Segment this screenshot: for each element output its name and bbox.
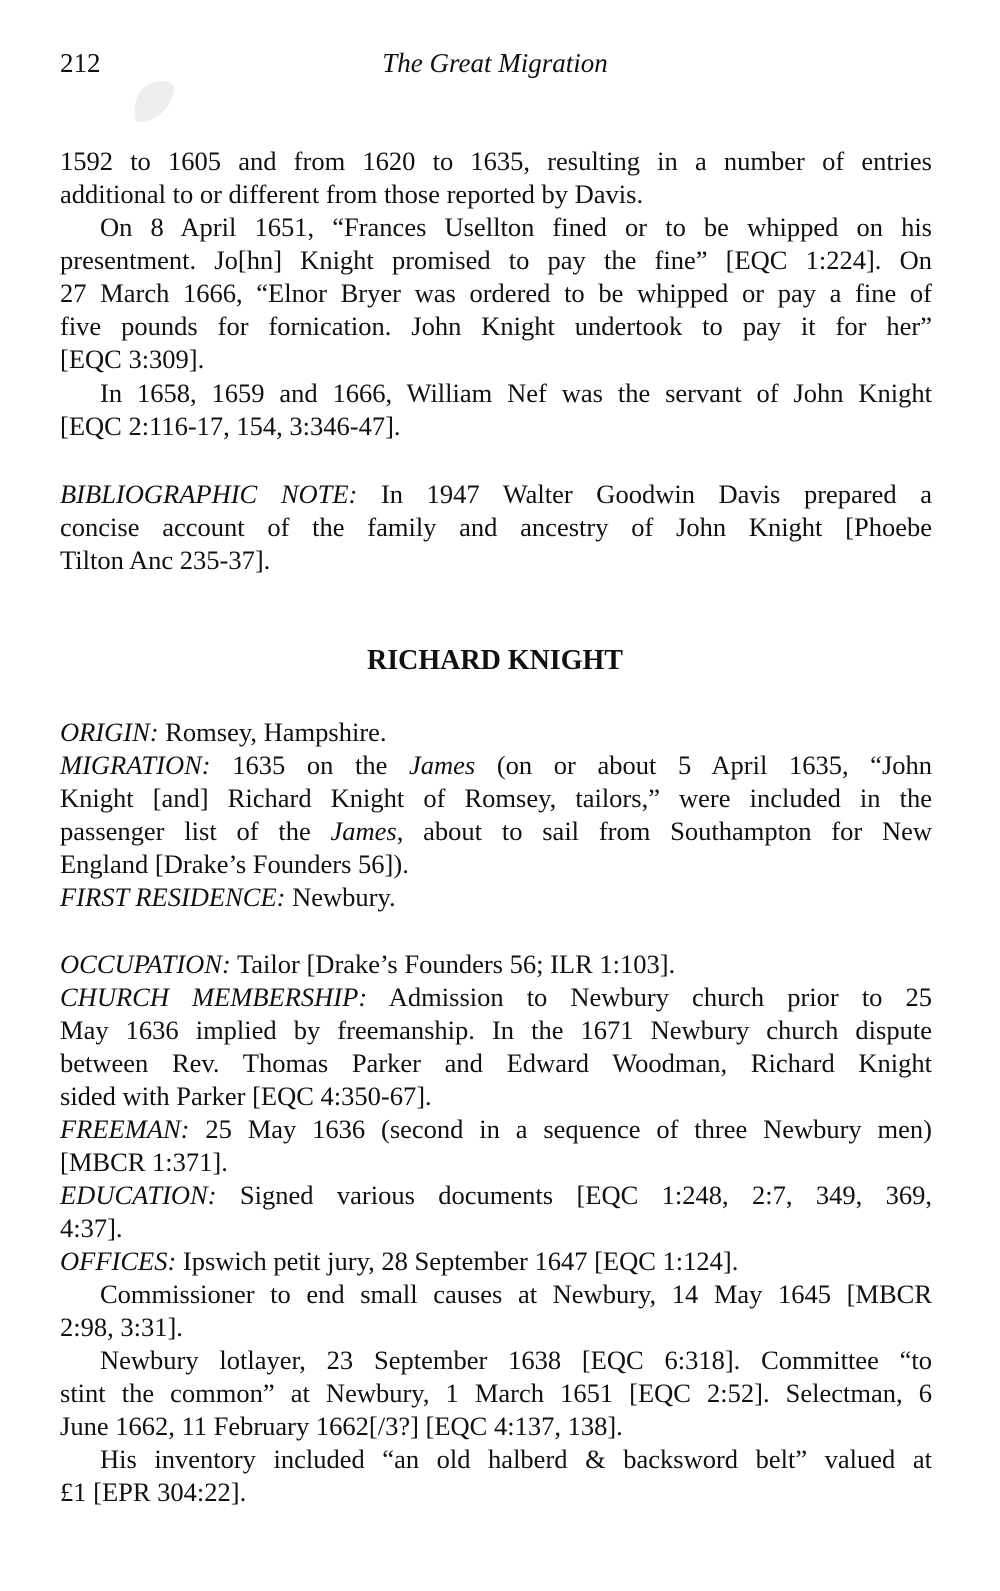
church-line xyxy=(60,981,932,1014)
field-text: Newbury. xyxy=(285,882,396,912)
bibliographic-note xyxy=(60,478,932,577)
field-label: ORIGIN: xyxy=(60,717,159,747)
text-line: 27 March 1666, “Elnor Bryer was ordered to be whipped or pay a fine of xyxy=(60,278,932,308)
text-line: May 1636 implied by freemanship. In the 1671 Newbury church dispute xyxy=(60,1015,932,1045)
entry-details xyxy=(60,948,932,1509)
field-label: MIGRATION: xyxy=(60,750,211,780)
text-line: In 1658, 1659 and 1666, William Nef was the servant of John Knight xyxy=(100,378,932,408)
intro-paragraph-1 xyxy=(60,145,932,211)
field-label: OCCUPATION: xyxy=(60,949,231,979)
occupation-line xyxy=(60,948,932,981)
text-line: additional to or different from those reported by Davis. xyxy=(60,179,644,209)
text-line: England [Drake’s Founders 56]). xyxy=(60,849,409,879)
field-text: In 1947 Walter Goodwin Davis prepared a xyxy=(357,479,932,509)
field-text: (on or about 5 April 1635, “John xyxy=(475,750,933,780)
origin-line xyxy=(60,716,932,749)
field-label: FIRST RESIDENCE: xyxy=(60,882,286,912)
text-line: 2:98, 3:31]. xyxy=(60,1312,183,1342)
text-line: [EQC 3:309]. xyxy=(60,344,205,374)
text-line: £1 [EPR 304:22]. xyxy=(60,1477,247,1507)
leaf-watermark-icon xyxy=(126,76,178,128)
field-label: CHURCH MEMBERSHIP: xyxy=(60,982,368,1012)
intro-paragraph-2 xyxy=(60,211,932,376)
text-line: [MBCR 1:371]. xyxy=(60,1147,228,1177)
field-text: , about to sail from Southampton for New xyxy=(396,816,932,846)
field-text: 25 May 1636 (second in a sequence of three Newbury men) xyxy=(189,1114,932,1144)
text-line: 1592 to 1605 and from 1620 to 1635, resulting in a number of entries xyxy=(60,146,932,176)
running-title: The Great Migration xyxy=(382,48,608,78)
field-text: Tailor [Drake’s Founders 56; ILR 1:103]. xyxy=(230,949,676,979)
ship-name: James xyxy=(330,816,397,846)
page-number: 212 xyxy=(60,48,101,78)
field-text: Admission to Newbury church prior to 25 xyxy=(367,982,932,1012)
text-line: His inventory included “an old halberd & backsword belt” valued at xyxy=(100,1444,932,1474)
text-line xyxy=(60,815,932,848)
text-line: On 8 April 1651, “Frances Usellton fined or to be whipped on his xyxy=(100,212,932,242)
freeman-line xyxy=(60,1113,932,1146)
field-text: 1635 on the xyxy=(210,750,409,780)
text-line: [EQC 2:116-17, 154, 3:346-47]. xyxy=(60,411,401,441)
text-line: between Rev. Thomas Parker and Edward Woodman, Richard Knight xyxy=(60,1048,932,1078)
text-line: sided with Parker [EQC 4:350-67]. xyxy=(60,1081,432,1111)
ship-name: James xyxy=(409,750,476,780)
text-line: stint the common” at Newbury, 1 March 1651 [EQC 2:52]. Selectman, 6 xyxy=(60,1378,932,1408)
text-line xyxy=(60,478,932,511)
migration-line xyxy=(60,749,932,782)
text-line: June 1662, 11 February 1662[/3?] [EQC 4:137, 138]. xyxy=(60,1411,623,1441)
field-text: Signed various documents [EQC 1:248, 2:7, 349, 369, xyxy=(216,1180,932,1210)
text-line: 4:37]. xyxy=(60,1213,123,1243)
field-label: OFFICES: xyxy=(60,1246,177,1276)
field-text: Romsey, Hampshire. xyxy=(158,717,387,747)
intro-paragraph-3 xyxy=(60,377,932,443)
text-line: five pounds for fornication. John Knight undertook to pay it for her” xyxy=(60,311,932,341)
field-label: BIBLIOGRAPHIC NOTE: xyxy=(60,479,358,509)
offices-line xyxy=(60,1245,932,1278)
text-line: concise account of the family and ancestry of John Knight [Phoebe xyxy=(60,512,932,542)
field-label: EDUCATION: xyxy=(60,1180,217,1210)
section-heading: RICHARD KNIGHT xyxy=(367,645,623,676)
entry-origin-migration xyxy=(60,716,932,914)
first-residence-line xyxy=(60,881,932,914)
text-line: Newbury lotlayer, 23 September 1638 [EQC 6:318]. Committee “to xyxy=(100,1345,932,1375)
field-text: Ipswich petit jury, 28 September 1647 [EQC 1:124]. xyxy=(176,1246,739,1276)
education-line xyxy=(60,1179,932,1212)
text-line: presentment. Jo[hn] Knight promised to pay the fine” [EQC 1:224]. On xyxy=(60,245,932,275)
field-text: passenger list of the xyxy=(60,816,331,846)
text-line: Tilton Anc 235-37]. xyxy=(60,545,271,575)
text-line: Knight [and] Richard Knight of Romsey, tailors,” were included in the xyxy=(60,783,932,813)
text-line: Commissioner to end small causes at Newbury, 14 May 1645 [MBCR xyxy=(100,1279,932,1309)
field-label: FREEMAN: xyxy=(60,1114,190,1144)
